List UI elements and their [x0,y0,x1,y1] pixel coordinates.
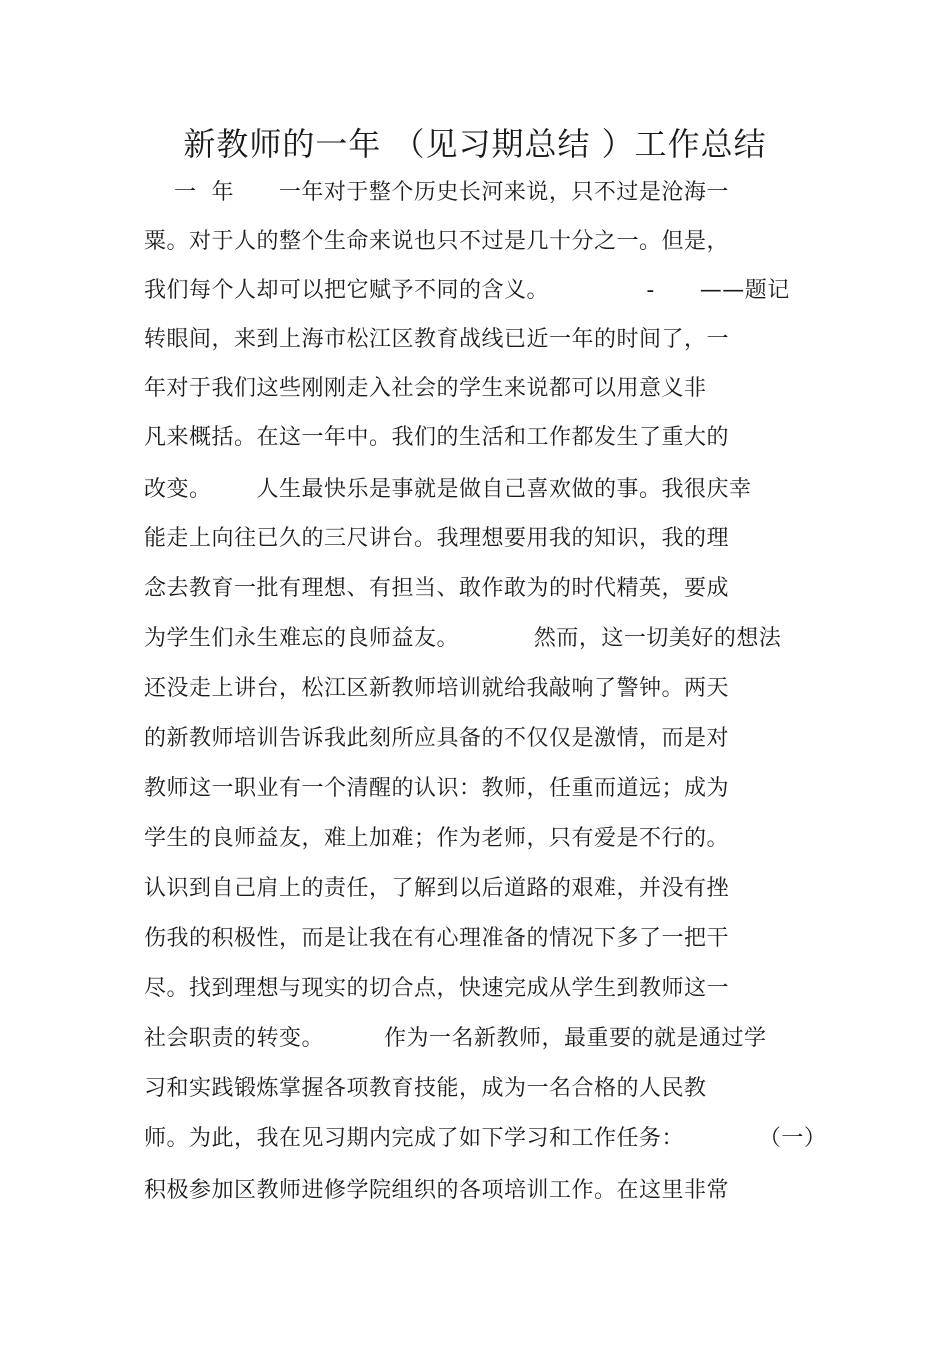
body-line: 社会职责的转变。 作为一名新教师，最重要的就是通过学 [144,1026,767,1051]
body-line: 为学生们永生难忘的良师益友。 然而，这一切美好的想法 [144,626,782,651]
body-line: 一 年 一年对于整个历史长河来说，只不过是沧海一 [144,180,729,205]
body-line: 粟。对于人的整个生命来说也只不过是几十分之一。但是， [144,229,730,254]
body-line: 认识到自己肩上的责任，了解到以后道路的艰难，并没有挫 [144,876,730,901]
body-line: 念去教育一批有理想、有担当、敢作敢为的时代精英，要成 [144,576,730,601]
body-line: 我们每个人却可以把它赋予不同的含义。 - ——题记 [144,278,790,303]
body-line: 转眼间，来到上海市松江区教育战线已近一年的时间了，一 [144,327,730,352]
body-line: 积极参加区教师进修学院组织的各项培训工作。在这里非常 [144,1178,730,1203]
body-line: 习和实践锻炼掌握各项教育技能，成为一名合格的人民教 [144,1076,707,1101]
document-title: 新教师的一年 （见习期总结 ）工作总结 [183,125,767,163]
body-line: 教师这一职业有一个清醒的认识：教师，任重而道远；成为 [144,776,730,801]
body-line: 学生的良师益友，难上加难；作为老师，只有爱是不行的。 [144,826,730,851]
body-line: 年对于我们这些刚刚走入社会的学生来说都可以用意义非 [144,376,707,401]
body-line: 伤我的积极性，而是让我在有心理准备的情况下多了一把干 [144,926,730,951]
body-line: 改变。 人生最快乐是事就是做自己喜欢做的事。我很庆幸 [144,477,752,502]
body-line: 能走上向往已久的三尺讲台。我理想要用我的知识，我的理 [144,526,730,551]
body-line: 师。为此，我在见习期内完成了如下学习和工作任务： （一） [144,1126,827,1151]
body-line: 凡来概括。在这一年中。我们的生活和工作都发生了重大的 [144,425,730,450]
body-line: 还没走上讲台，松江区新教师培训就给我敲响了警钟。两天 [144,676,730,701]
body-line: 尽。找到理想与现实的切合点，快速完成从学生到教师这一 [144,976,730,1001]
body-line: 的新教师培训告诉我此刻所应具备的不仅仅是激情，而是对 [144,726,730,751]
